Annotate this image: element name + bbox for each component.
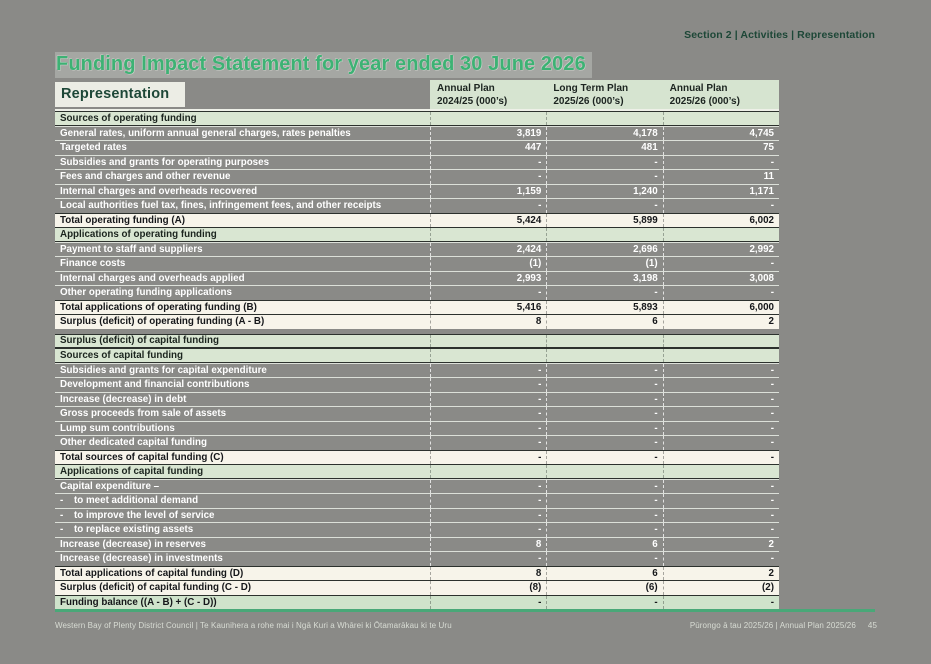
cell-value: 1,171 [663,185,779,199]
cell-value: - [430,552,546,566]
cell-value: - [663,509,779,523]
cell-value: - [663,523,779,537]
row-label: Increase (decrease) in investments [60,553,223,565]
table-row [55,508,779,523]
cell-value: 6 [546,567,662,581]
cell-value: - [430,286,546,300]
cell-value: 2 [663,315,779,329]
cell-value: - [546,156,662,170]
row-label: Funding balance ((A - B) + (C - D)) [60,596,217,608]
table-row [55,406,779,421]
cell-value: 4,178 [546,127,662,141]
page-title: Funding Impact Statement for year ended 30 June 2026 [55,52,592,78]
column-headers [430,80,779,109]
cell-value: - [430,494,546,508]
cell-value: - [663,422,779,436]
table-row [55,140,779,155]
cell-value: - [663,199,779,213]
column-header: Annual Plan 2024/25 (000’s) [437,83,508,107]
row-label: Total applications of operating funding (B) [60,301,257,313]
cell-value: (8) [430,581,546,595]
cell-value: - [663,552,779,566]
row-label: Sources of capital funding [60,349,184,361]
breadcrumb: Section 2 | Activities | Representation [684,29,875,41]
cell-value: 2,696 [546,243,662,257]
cell-value: - [430,199,546,213]
cell-value: 2,993 [430,272,546,286]
cell-value: - [663,480,779,494]
cell-value: - [546,436,662,450]
row-label: Surplus (deficit) of operating funding (A - B) [60,316,265,328]
cell-value: - [546,170,662,184]
cell-value: 6 [546,538,662,552]
table-row [55,450,779,465]
cell-value: - [663,364,779,378]
cell-value [663,465,779,478]
row-label: Other dedicated capital funding [60,437,207,449]
table-row [55,421,779,436]
cell-value: 5,416 [430,301,546,315]
cell-value: 1,159 [430,185,546,199]
cell-value: - [430,422,546,436]
sub-item-label: to meet additional demand [74,495,199,507]
table-row [55,256,779,271]
page-footer [55,621,877,630]
page-number: 45 [867,621,877,630]
cell-value: - [546,199,662,213]
table-row [55,198,779,213]
row-label: Finance costs [60,258,126,270]
row-label: Other operating funding applications [60,287,232,299]
table-row [55,479,779,494]
table-row [55,213,779,228]
row-label [55,523,430,537]
cell-value: 8 [430,538,546,552]
cell-value: - [663,286,779,300]
cell-value: 2 [663,567,779,581]
cell-value: - [430,509,546,523]
cell-value: 4,745 [663,127,779,141]
table-row [55,126,779,141]
bottom-rule [55,609,875,612]
table-row [55,169,779,184]
row-label: Local authorities fuel tax, fines, infringement fees, and other receipts [60,200,382,212]
cell-value: - [430,170,546,184]
table-row [55,363,779,378]
row-label [55,494,430,508]
row-label: General rates, uniform annual general charges, rates penalties [60,127,351,139]
cell-value: - [546,451,662,465]
cell-value: 481 [546,141,662,155]
cell-value: - [663,393,779,407]
cell-value: 8 [430,567,546,581]
cell-value: 11 [663,170,779,184]
row-label: Fees and charges and other revenue [60,171,231,183]
table-row [55,464,779,479]
cell-value: 3,008 [663,272,779,286]
cell-value [430,112,546,125]
row-label: Lump sum contributions [60,422,175,434]
cell-value: - [663,436,779,450]
cell-value: 6,002 [663,214,779,228]
row-label: Applications of capital funding [60,465,204,477]
sub-item-bullet: - [60,509,64,521]
cell-value: 3,819 [430,127,546,141]
row-label: Targeted rates [60,142,127,154]
row-label: Increase (decrease) in debt [60,393,187,405]
activity-name: Representation [55,82,185,107]
cell-value [546,335,662,348]
cell-value [546,349,662,362]
footer-council-name: Western Bay of Plenty District Council | Te Kaunihera a rohe mai i Ngā Kuri a Whārei ki Ōtamarākau ki te Uru [55,621,452,630]
sub-item-label: to replace existing assets [74,524,194,536]
cell-value: - [663,407,779,421]
cell-value: - [546,393,662,407]
cell-value: - [546,480,662,494]
cell-value [430,335,546,348]
row-label: Total operating funding (A) [60,214,185,226]
table-row [55,551,779,566]
cell-value: (1) [546,257,662,271]
table-body [55,111,779,609]
cell-value: - [546,422,662,436]
table-row [55,522,779,537]
cell-value: - [430,451,546,465]
cell-value: - [663,378,779,392]
cell-value: - [546,552,662,566]
row-label: Development and financial contributions [60,379,250,391]
cell-value: 6,000 [663,301,779,315]
cell-value: 6 [546,315,662,329]
cell-value: - [663,451,779,465]
cell-value: - [430,378,546,392]
cell-value: (2) [663,581,779,595]
cell-value: - [663,494,779,508]
cell-value: 2,992 [663,243,779,257]
funding-impact-table [55,80,779,612]
sub-item-bullet: - [60,495,64,507]
row-label: Surplus (deficit) of capital funding (C - D) [60,582,252,594]
sub-item-bullet: - [60,524,64,536]
row-label: Increase (decrease) in reserves [60,538,206,550]
cell-value: (1) [430,257,546,271]
table-row [55,493,779,508]
cell-value: - [546,364,662,378]
row-label: Sources of operating funding [60,112,197,124]
table-row [55,435,779,450]
table-row [55,537,779,552]
cell-value: - [430,407,546,421]
cell-value [430,228,546,241]
cell-value: - [430,523,546,537]
table-row [55,227,779,242]
table-row [55,334,779,349]
cell-value: - [546,494,662,508]
footer-right [690,621,877,630]
table-row [55,580,779,595]
cell-value: 3,198 [546,272,662,286]
cell-value [546,465,662,478]
cell-value [430,349,546,362]
cell-value: - [430,480,546,494]
cell-value: - [430,156,546,170]
cell-value: 447 [430,141,546,155]
row-label: Total applications of capital funding (D) [60,567,244,579]
table-row [55,155,779,170]
table-row [55,242,779,257]
row-label: Payment to staff and suppliers [60,243,203,255]
cell-value: - [663,156,779,170]
table-row [55,271,779,286]
cell-value: - [430,364,546,378]
row-label: Subsidies and grants for operating purposes [60,156,270,168]
cell-value: 75 [663,141,779,155]
table-row [55,348,779,363]
row-label: Subsidies and grants for capital expenditure [60,364,267,376]
row-label: Capital expenditure – [60,480,160,492]
cell-value: 5,899 [546,214,662,228]
row-label: Surplus (deficit) of capital funding [60,335,219,347]
cell-value [546,228,662,241]
cell-value: - [546,596,662,610]
cell-value: 5,893 [546,301,662,315]
activity-name-cell [55,80,430,109]
cell-value [430,465,546,478]
cell-value: 5,424 [430,214,546,228]
table-row [55,111,779,126]
cell-value: 2,424 [430,243,546,257]
cell-value: - [546,378,662,392]
cell-value: - [663,257,779,271]
table-row [55,300,779,315]
cell-value [663,228,779,241]
table-row [55,392,779,407]
cell-value: - [546,286,662,300]
table-row [55,285,779,300]
cell-value: - [663,596,779,610]
cell-value [546,112,662,125]
row-label: Total sources of capital funding (C) [60,451,224,463]
cell-value: 1,240 [546,185,662,199]
column-header: Long Term Plan 2025/26 (000’s) [553,83,629,107]
cell-value: - [430,436,546,450]
cell-value: 2 [663,538,779,552]
table-header-row [55,80,779,111]
table-row [55,377,779,392]
column-header: Annual Plan 2025/26 (000’s) [669,83,740,107]
table-row [55,566,779,581]
sub-item-label: to improve the level of service [74,509,215,521]
row-label: Gross proceeds from sale of assets [60,408,227,420]
cell-value: (6) [546,581,662,595]
row-label [55,509,430,523]
row-label: Internal charges and overheads applied [60,272,245,284]
footer-plan-title: Pūrongo ā tau 2025/26 | Annual Plan 2025/26 [689,621,856,630]
cell-value: - [546,509,662,523]
cell-value: - [430,596,546,610]
table-row [55,314,779,329]
table-row [55,595,779,610]
cell-value: - [546,407,662,421]
cell-value [663,335,779,348]
cell-value: - [430,393,546,407]
row-label: Internal charges and overheads recovered [60,185,258,197]
cell-value: 8 [430,315,546,329]
cell-value: - [546,523,662,537]
row-label: Applications of operating funding [60,228,217,240]
cell-value [663,112,779,125]
cell-value [663,349,779,362]
table-row [55,184,779,199]
